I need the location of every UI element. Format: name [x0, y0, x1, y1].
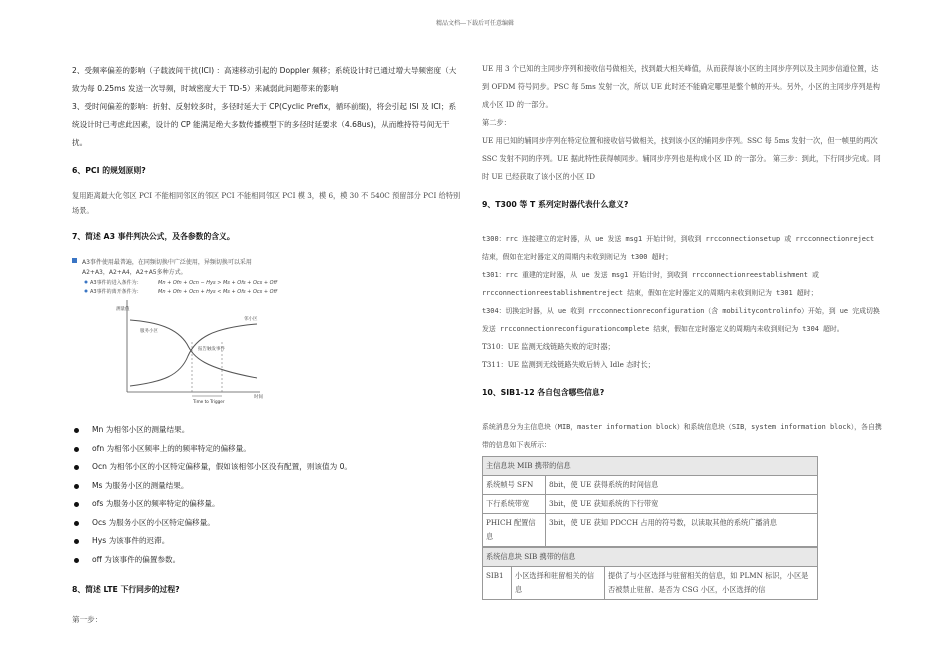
table-row — [483, 476, 818, 495]
list-item: ofn 为相邻小区频率上的的频率特定的偏移量。 — [72, 440, 462, 459]
question-6-heading: 6、PCI 的规划原则? — [72, 166, 146, 175]
figure-bullet-icon — [72, 258, 77, 263]
timer-t311-text: T311：UE 监测到无线链路失败后转入 Idle 态时长； — [482, 360, 655, 369]
table-cell: 下行系统带宽 — [483, 495, 546, 514]
table-cell: SIB1 — [483, 567, 512, 600]
time-to-trigger-label: Time to Trigger — [193, 399, 225, 404]
serving-cell-label: 服务小区 — [140, 329, 158, 334]
step-2-text: UE 用已知的辅同步序列在特定位置和接收信号做相关，找到该小区的辅同步序列。SSC 每 5ms 发射一次，但一帧里的两次 SSC 发射不同的序列。UE 据此特性获得帧同步。辅同步序列也是构成小区 ID 的一部分。 第三步：到此，下行同步完成。同时 UE 已经获取了该小区的小区 ID — [482, 136, 881, 181]
step-1-text: UE 用 3 个已知的主同步序列和接收信号做相关，找到最大相关峰值，从而获得该小区的主同步序列以及主同步信道位置，达到 OFDM 符号同步。PSC 每 5ms 发射一次，所以 UE 此时还不能确定哪里是整个帧的开头。另外，小区的主同步序列是构成小区 ID 的一部分。 — [482, 64, 880, 109]
table-cell: 提供了与小区选择与驻留相关的信息，如 PLMN 标识，小区是否被禁止驻留、是否为 CSG 小区，小区选择的信 — [605, 567, 818, 600]
list-item: Ms 为服务小区的测量结果。 — [72, 477, 462, 496]
paragraph-time-offset: 3、受时间偏差的影响：折射、反射较多时，多径时延大于 CP(Cyclic Prefix，循环前缀)，将会引起 ISI 及 ICI；系统设计时已考虑此因素，设计的 CP 能满足绝大多数传播模型下的多径时延要求（4.68us)，从而维持符号间无干扰。 — [72, 102, 457, 147]
figure-enter-formula: Mn + Ofn + Ocn − Hys > Ms + Ofs + Ocs + Off — [158, 280, 278, 286]
neighbor-cell-label: 邻小区 — [244, 317, 258, 322]
sib-table-title: 系统信息块 SIB 携带的信息 — [483, 548, 818, 567]
figure-leave-label: A3事件的离开条件为： — [90, 289, 142, 295]
report-event-label: 报告触发事件 — [198, 347, 225, 352]
table-row — [483, 495, 818, 514]
table-cell: 3bit，使 UE 获知系统的下行带宽 — [546, 495, 818, 514]
a3-event-figure — [72, 258, 287, 408]
answer-6-text: 复用距离最大化邻区 PCI 不能相同邻区的邻区 PCI 不能相同邻区 PCI 模 3，模 6，模 30 不 540C 预留部分 PCI 给特别场景。 — [72, 191, 461, 215]
mib-table — [482, 456, 818, 547]
figure-x-label: 时间 — [254, 395, 263, 400]
sib-table — [482, 547, 818, 600]
right-column — [482, 60, 882, 600]
question-9-heading: 9、T300 等 T 系列定时器代表什么意义? — [482, 200, 629, 209]
sib-intro-text: 系统消息分为主信息块（MIB，master information block）和系统信息块（SIB，system information block），各自携带的信息如下表所示： — [482, 423, 882, 449]
step-2-label: 第二步： — [482, 118, 511, 127]
a3-parameter-list — [72, 421, 462, 569]
table-row — [483, 567, 818, 600]
step-1-label: 第一步： — [72, 615, 103, 624]
timer-t301-text: t301：rrc 重建的定时器，从 ue 发送 msg1 开始计时，到收到 rrcconnectionreestablishment 或 rrcconnectionreestablishmentreject 结束，假如在定时器定义的周期内未收到则记为 t301 超时； — [482, 271, 819, 297]
table-cell: 小区选择和驻留相关的信息 — [512, 567, 605, 600]
table-row — [483, 514, 818, 547]
paragraph-frequency-offset: 2、受频率偏差的影响（子载波间干扰(ICI) ：高速移动引起的 Doppler 频移；系统设计时已通过增大导频密度（大致为每 0.25ms 发送一次导频，时域密度大于 TD-5）来减弱此问题带来的影响 — [72, 66, 457, 93]
table-cell: 3bit，使 UE 获知 PDCCH 占用的符号数，以读取其他的系统广播消息 — [546, 514, 818, 547]
figure-intro-line2: A2+A3，A2+A4，A2+A5多种方式。 — [82, 269, 187, 276]
figure-leave-formula: Mn + Ofn + Ocn + Hys < Ms + Ofs + Ocs + Off — [158, 289, 278, 295]
list-item: off 为该事件的偏置参数。 — [72, 551, 462, 570]
list-item: Hys 为该事件的迟滞。 — [72, 532, 462, 551]
timer-t304-text: t304：切换定时器，从 ue 收到 rrcconnectionreconfiguration（含 mobilitycontrolinfo）开始，到 ue 完成切换发送 rrcconnectionreconfigurationcomplete 结束，假如在定时器定义的周期内未收到则记为 t304 超时。 — [482, 307, 880, 333]
list-item: Ocn 为相邻小区的小区特定偏移量，假如该相邻小区没有配置，则该值为 0。 — [72, 458, 462, 477]
page-header: 精品文档---下载后可任意编辑 — [435, 20, 515, 27]
table-cell: 8bit，使 UE 获得系统的时间信息 — [546, 476, 818, 495]
timer-t300-text: t300：rrc 连接建立的定时器，从 ue 发送 msg1 开始计时，到收到 rrcconnectionsetup 或 rrcconnectionreject 结束，假如在定时器定义的周期内未收到则记为 t300 超时； — [482, 235, 875, 261]
table-cell: PHICH 配置信息 — [483, 514, 546, 547]
left-column — [72, 62, 462, 629]
list-item: Ocs 为服务小区的小区特定偏移量。 — [72, 514, 462, 533]
list-item: Mn 为相邻小区的测量结果。 — [72, 421, 462, 440]
question-7-heading: 7、简述 A3 事件判决公式，及各参数的含义。 — [72, 232, 235, 241]
timer-t310-text: T310：UE 监测无线链路失败的定时器； — [482, 342, 615, 351]
question-10-heading: 10、SIB1-12 各自包含哪些信息? — [482, 388, 605, 397]
table-cell: 系统帧号 SFN — [483, 476, 546, 495]
figure-intro-line1: A3事件使用最普遍，在同频切换中广泛使用，异频切换可以采用 — [82, 259, 252, 266]
figure-enter-label: A3事件的进入条件为： — [90, 280, 142, 286]
mib-table-title: 主信息块 MIB 携带的信息 — [483, 457, 818, 476]
figure-y-label: 测量值 — [116, 307, 130, 312]
question-8-heading: 8、简述 LTE 下行同步的过程? — [72, 585, 180, 594]
list-item: ofs 为服务小区的频率特定的偏移量。 — [72, 495, 462, 514]
